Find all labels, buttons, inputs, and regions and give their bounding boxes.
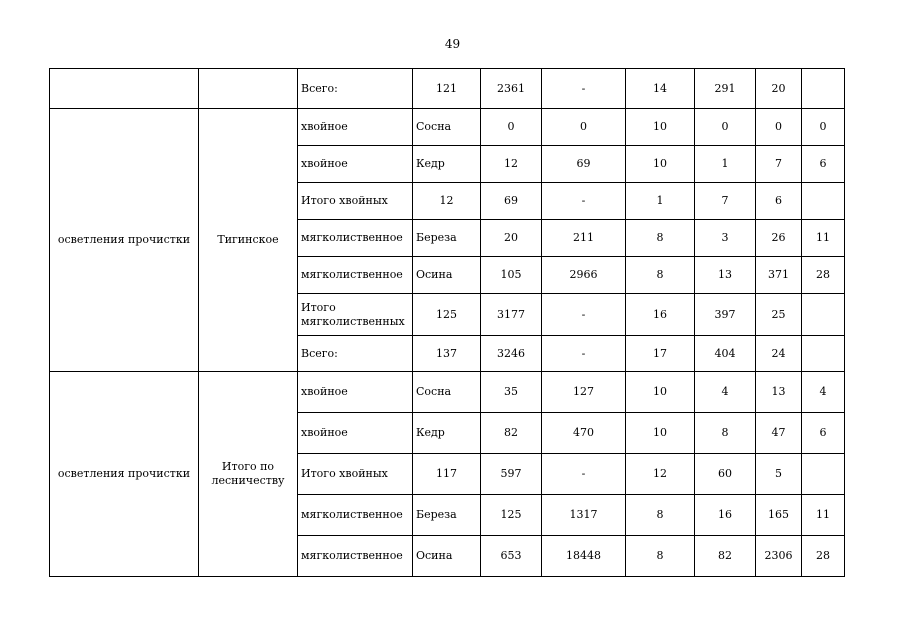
economy-cell: хвойное <box>298 413 413 454</box>
value-cell: 165 <box>756 495 802 536</box>
species-cell: Сосна <box>413 109 481 146</box>
value-cell: 127 <box>542 372 626 413</box>
value-cell: 35 <box>481 372 542 413</box>
value-cell: - <box>542 69 626 109</box>
species-cell: Береза <box>413 495 481 536</box>
value-cell: 16 <box>695 495 756 536</box>
subtotal-label-cell: Итого мягколиственных <box>298 294 413 336</box>
value-cell: 597 <box>481 454 542 495</box>
value-cell: 653 <box>481 536 542 577</box>
value-cell: 10 <box>626 413 695 454</box>
economy-cell: хвойное <box>298 372 413 413</box>
value-cell: 69 <box>481 183 542 220</box>
value-cell <box>802 69 845 109</box>
value-cell: - <box>542 183 626 220</box>
value-cell: - <box>542 454 626 495</box>
value-cell: 8 <box>695 413 756 454</box>
forestry-cell: Тигинское <box>199 109 298 372</box>
economy-cell: мягколиственное <box>298 536 413 577</box>
value-cell: 4 <box>802 372 845 413</box>
value-cell: 47 <box>756 413 802 454</box>
value-cell: 0 <box>481 109 542 146</box>
value-cell: 4 <box>695 372 756 413</box>
value-cell: 0 <box>542 109 626 146</box>
value-cell: 121 <box>413 69 481 109</box>
value-cell: 20 <box>481 220 542 257</box>
value-cell <box>802 454 845 495</box>
subtotal-label-cell: Итого хвойных <box>298 183 413 220</box>
value-cell: 1317 <box>542 495 626 536</box>
value-cell <box>802 294 845 336</box>
value-cell: 137 <box>413 336 481 372</box>
species-cell: Осина <box>413 257 481 294</box>
value-cell: 397 <box>695 294 756 336</box>
value-cell: 16 <box>626 294 695 336</box>
economy-cell: мягколиственное <box>298 495 413 536</box>
forest-table <box>49 68 845 577</box>
economy-cell: мягколиственное <box>298 257 413 294</box>
value-cell: 2966 <box>542 257 626 294</box>
value-cell: 404 <box>695 336 756 372</box>
economy-cell: мягколиственное <box>298 220 413 257</box>
value-cell: 82 <box>481 413 542 454</box>
value-cell: 26 <box>756 220 802 257</box>
value-cell: 0 <box>802 109 845 146</box>
purpose-cell <box>50 69 199 109</box>
economy-cell: хвойное <box>298 146 413 183</box>
value-cell: 211 <box>542 220 626 257</box>
species-cell: Кедр <box>413 413 481 454</box>
value-cell: 18448 <box>542 536 626 577</box>
value-cell: 10 <box>626 109 695 146</box>
value-cell: 1 <box>626 183 695 220</box>
value-cell: 1 <box>695 146 756 183</box>
total-label-cell: Всего: <box>298 69 413 109</box>
value-cell: 2361 <box>481 69 542 109</box>
value-cell: 3 <box>695 220 756 257</box>
value-cell: 13 <box>756 372 802 413</box>
value-cell: 0 <box>695 109 756 146</box>
value-cell: 371 <box>756 257 802 294</box>
value-cell: 24 <box>756 336 802 372</box>
value-cell: 6 <box>802 146 845 183</box>
species-cell: Осина <box>413 536 481 577</box>
value-cell: 13 <box>695 257 756 294</box>
value-cell: 8 <box>626 257 695 294</box>
value-cell: 69 <box>542 146 626 183</box>
value-cell: 11 <box>802 495 845 536</box>
value-cell: 11 <box>802 220 845 257</box>
value-cell: 12 <box>413 183 481 220</box>
value-cell: 2306 <box>756 536 802 577</box>
value-cell: 20 <box>756 69 802 109</box>
value-cell <box>802 336 845 372</box>
value-cell: 8 <box>626 536 695 577</box>
value-cell: 470 <box>542 413 626 454</box>
economy-cell: хвойное <box>298 109 413 146</box>
value-cell: - <box>542 336 626 372</box>
value-cell: 28 <box>802 257 845 294</box>
value-cell: 7 <box>695 183 756 220</box>
value-cell: 10 <box>626 372 695 413</box>
purpose-cell: осветления прочистки <box>50 372 199 577</box>
forestry-cell <box>199 372 298 577</box>
value-cell: 6 <box>756 183 802 220</box>
value-cell: 12 <box>626 454 695 495</box>
subtotal-label-cell: Итого хвойных <box>298 454 413 495</box>
value-cell: - <box>542 294 626 336</box>
value-cell: 25 <box>756 294 802 336</box>
value-cell: 3177 <box>481 294 542 336</box>
value-cell: 0 <box>756 109 802 146</box>
value-cell: 28 <box>802 536 845 577</box>
value-cell: 14 <box>626 69 695 109</box>
value-cell: 12 <box>481 146 542 183</box>
value-cell: 125 <box>413 294 481 336</box>
value-cell: 82 <box>695 536 756 577</box>
table-row <box>50 109 845 146</box>
value-cell: 5 <box>756 454 802 495</box>
page-number: 49 <box>444 37 461 51</box>
value-cell: 17 <box>626 336 695 372</box>
value-cell: 10 <box>626 146 695 183</box>
value-cell: 117 <box>413 454 481 495</box>
species-cell: Береза <box>413 220 481 257</box>
forestry-cell <box>199 69 298 109</box>
value-cell: 3246 <box>481 336 542 372</box>
value-cell <box>802 183 845 220</box>
value-cell: 6 <box>802 413 845 454</box>
species-cell: Кедр <box>413 146 481 183</box>
value-cell: 105 <box>481 257 542 294</box>
value-cell: 8 <box>626 220 695 257</box>
forestry-label: Итого по лесничеству <box>211 460 285 487</box>
value-cell: 7 <box>756 146 802 183</box>
value-cell: 60 <box>695 454 756 495</box>
value-cell: 125 <box>481 495 542 536</box>
table-row <box>50 372 845 413</box>
table-row <box>50 69 845 109</box>
total-label-cell: Всего: <box>298 336 413 372</box>
species-cell: Сосна <box>413 372 481 413</box>
purpose-cell: осветления прочистки <box>50 109 199 372</box>
value-cell: 8 <box>626 495 695 536</box>
value-cell: 291 <box>695 69 756 109</box>
